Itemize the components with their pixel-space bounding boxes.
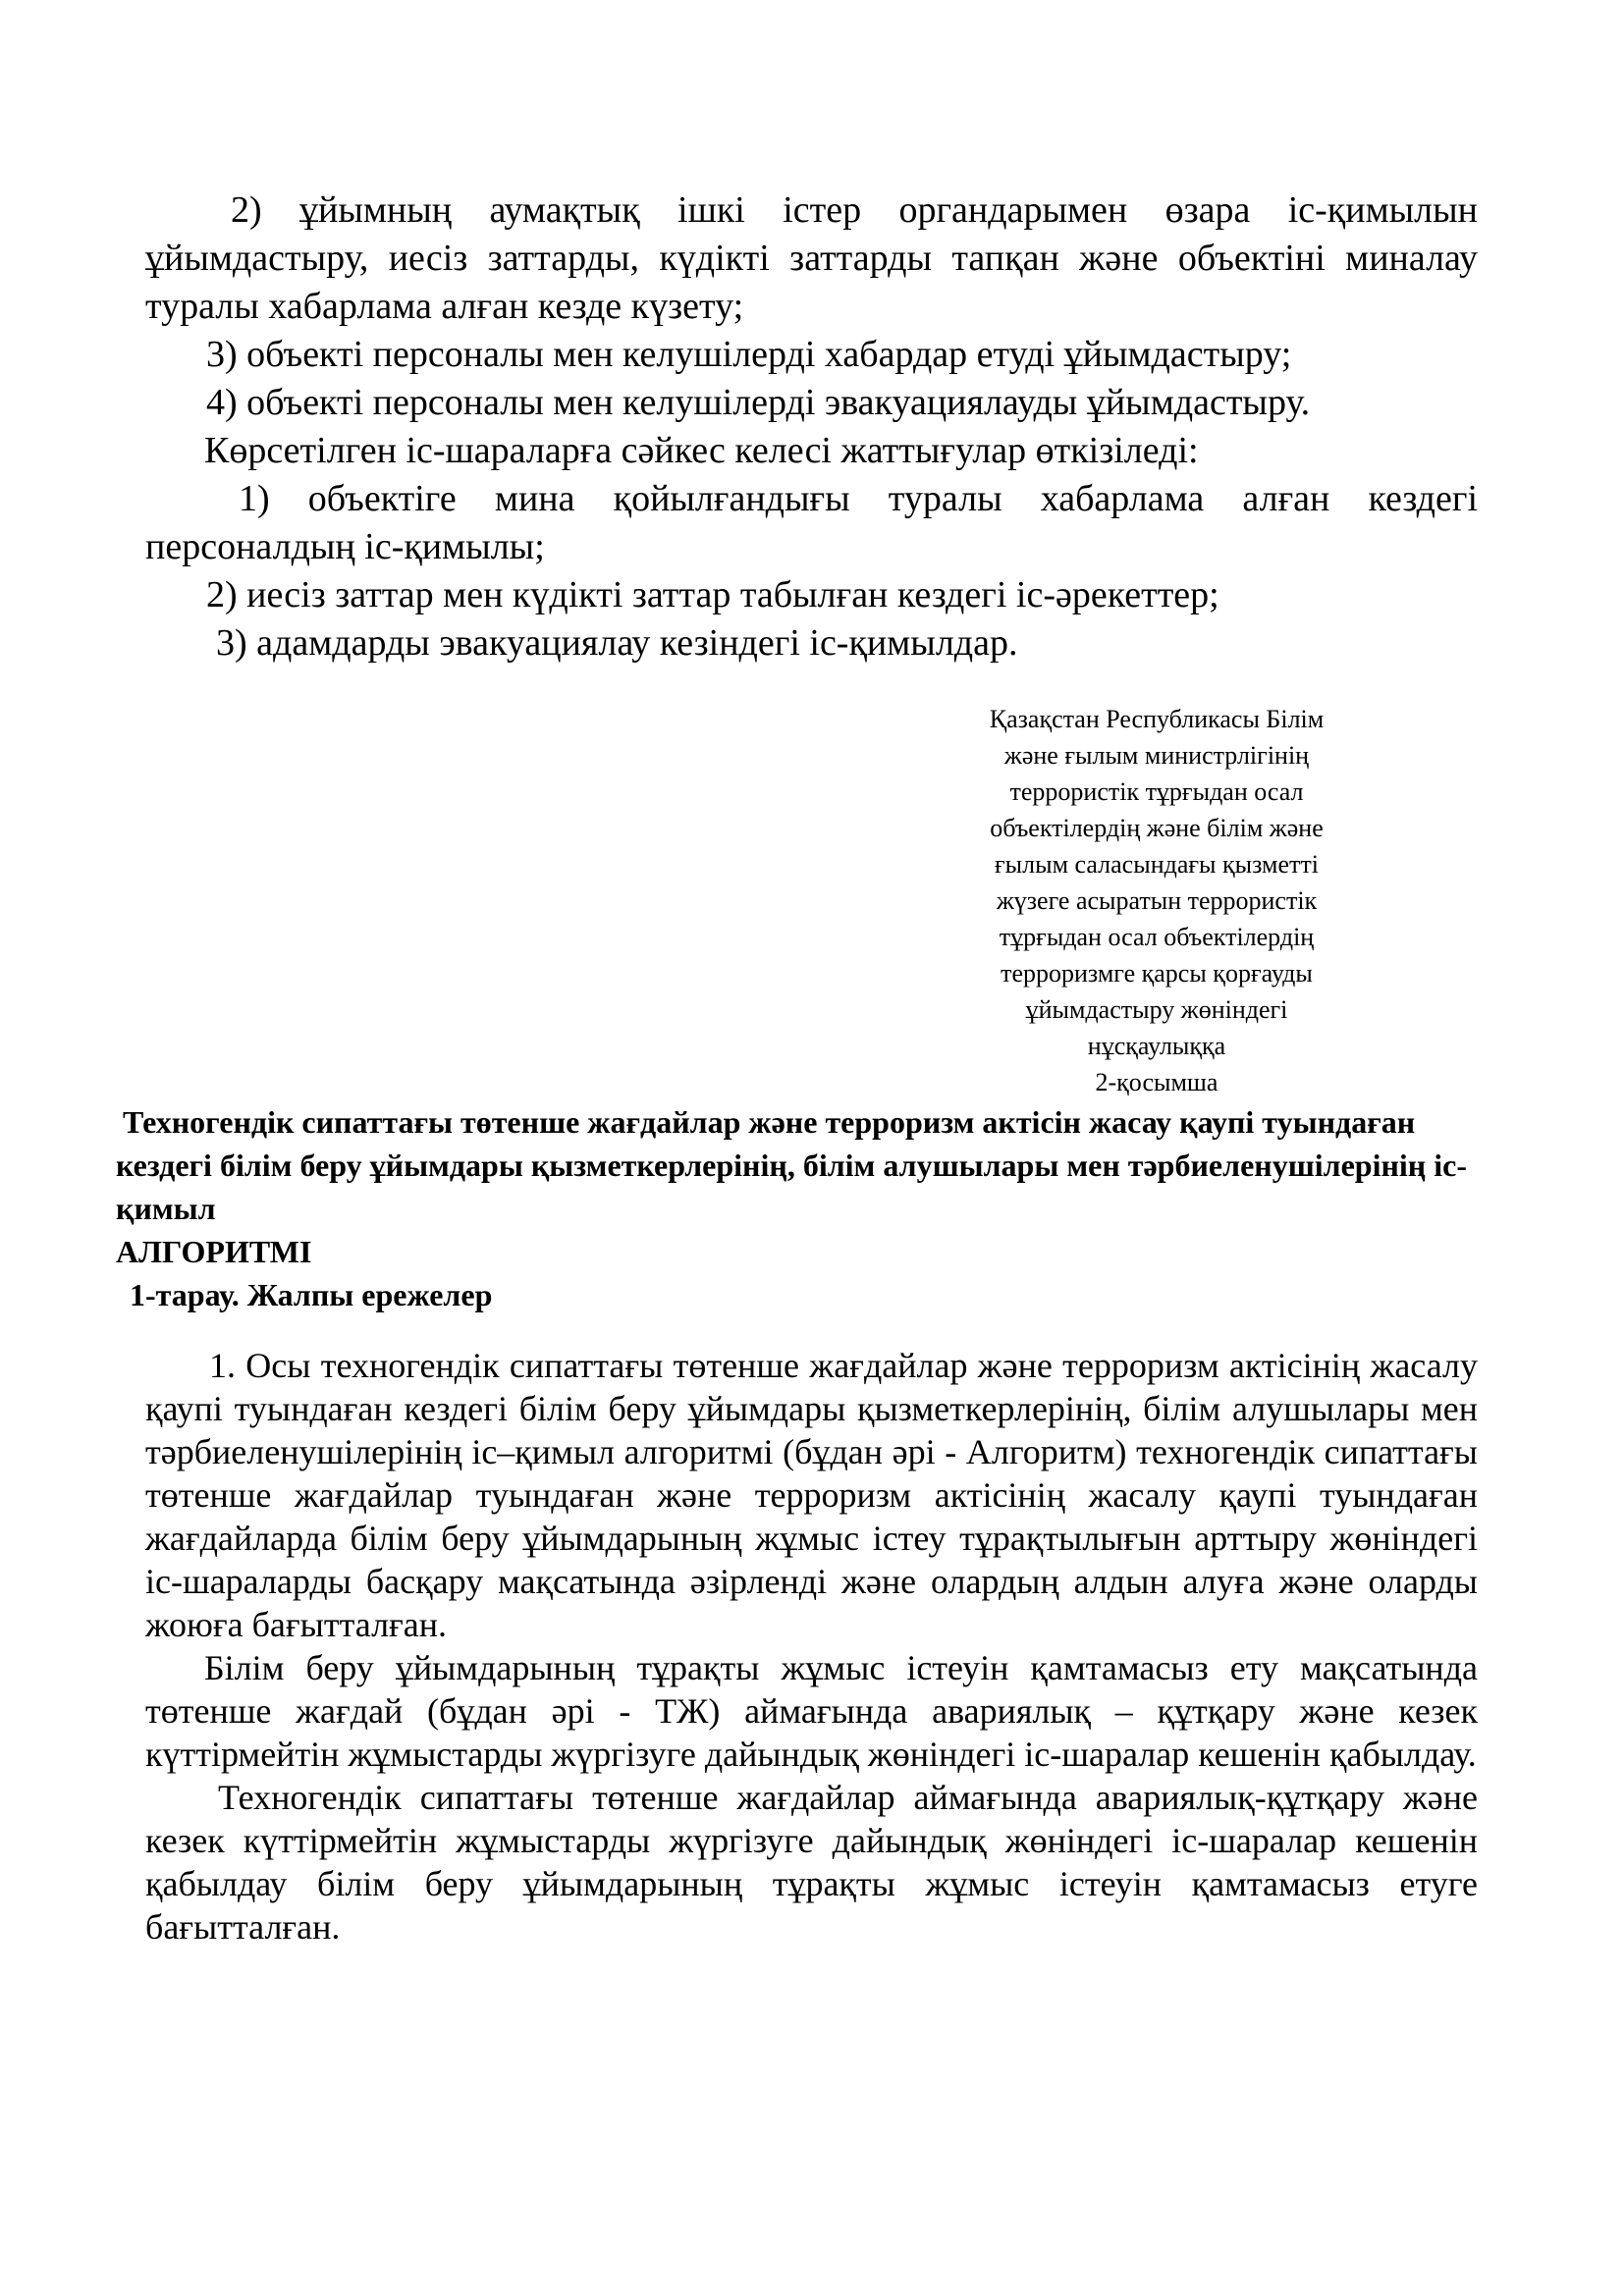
- section-paragraph: 1. Осы техногендік сипаттағы төтенше жағдайлар және терроризм актісінің жасалу қаупі туындаған кездегі білім беру ұйымдары қызметкерлерінің, білім алушылары мен тәрбиеленушілерінің іс–қимыл алгоритмі (бұдан әрі - Алгоритм) техногендік сипаттағы төтенше жағдайлар туындаған және терроризм актісінің жасалу қаупі туындаған жағдайларда білім беру ұйымдарының жұмыс істеу тұрақтылығын арттыру жөніндегі іс-шараларды басқару мақсатында әзірленді және олардың алдын алуға және оларды жоюға бағытталған.: [145, 1346, 1478, 1644]
- heading-chapter: 1-тарау. Жалпы ережелер: [130, 1277, 493, 1312]
- heading-subtitle: АЛГОРИТМІ: [116, 1234, 312, 1269]
- appendix-line: жүзеге асыратын террористік: [996, 886, 1318, 915]
- heading-title: Техногендік сипаттағы төтенше жағдайлар және терроризм актісін жасау қаупі туындаған кездегі білім беру ұйымдары қызметкерлерінің, білім алушылары мен тәрбиеленушілерінің іс-қимыл: [116, 1104, 1467, 1226]
- document-heading: [116, 1100, 1478, 1316]
- appendix-line: террористік тұрғыдан осал: [1009, 777, 1304, 806]
- appendix-line: ғылым саласындағы қызметті: [995, 850, 1319, 879]
- appendix-reference: [960, 701, 1353, 1100]
- general-provisions-block: [145, 1344, 1478, 1949]
- list-paragraph: 1) объектіге мина қойылғандығы туралы хабарлама алған кездегі персоналдың іс-қимылы;: [145, 478, 1478, 567]
- section-paragraph: Білім беру ұйымдарының тұрақты жұмыс істеуін қамтамасыз ету мақсатында төтенше жағдай (бұдан әрі - ТЖ) аймағында авариялық – құтқару және кезек күттірмейтін жұмыстарды жүргізуге дайындық жөніндегі іс-шаралар кешенін қабылдау.: [145, 1648, 1478, 1774]
- appendix-line: тұрғыдан осал объектілердің: [999, 923, 1315, 951]
- intro-list-block: [145, 187, 1478, 667]
- appendix-line: объектілердің және білім және: [990, 814, 1324, 842]
- list-paragraph: Көрсетілген іс-шараларға сәйкес келесі жаттығулар өткізіледі:: [204, 430, 1199, 471]
- appendix-line: 2-қосымша: [1095, 1068, 1218, 1096]
- appendix-line: терроризмге қарсы қорғауды: [1001, 959, 1313, 988]
- appendix-line: Қазақстан Республикасы Білім: [989, 705, 1325, 733]
- list-paragraph: 2) ұйымның аумақтық ішкі істер органдарымен өзара іс-қимылын ұйымдастыру, иесіз заттарды, күдікті заттарды тапқан және объектіні миналау туралы хабарлама алған кезде күзету;: [145, 189, 1478, 327]
- list-paragraph: 4) объекті персоналы мен келушілерді эвакуациялауды ұйымдастыру.: [206, 382, 1311, 423]
- appendix-line: нұсқаулыққа: [1087, 1032, 1226, 1060]
- list-paragraph: 2) иесіз заттар мен күдікті заттар табылған кездегі іс-әрекеттер;: [206, 574, 1219, 615]
- section-paragraph: Техногендік сипаттағы төтенше жағдайлар аймағында авариялық-құтқару және кезек күттірмейтін жұмыстарды жүргізуге дайындық жөніндегі іс-шаралар кешенін қабылдау білім беру ұйымдарының тұрақты жұмыс істеуін қамтамасыз етуге бағытталған.: [145, 1778, 1478, 1947]
- appendix-line: ұйымдастыру жөніндегі: [1025, 995, 1288, 1024]
- list-paragraph: 3) объекті персоналы мен келушілерді хабардар етуді ұйымдастыру;: [206, 334, 1292, 375]
- list-paragraph: 3) адамдарды эвакуациялау кезіндегі іс-қимылдар.: [216, 622, 1018, 664]
- appendix-line: және ғылым министрлігінің: [1003, 741, 1310, 770]
